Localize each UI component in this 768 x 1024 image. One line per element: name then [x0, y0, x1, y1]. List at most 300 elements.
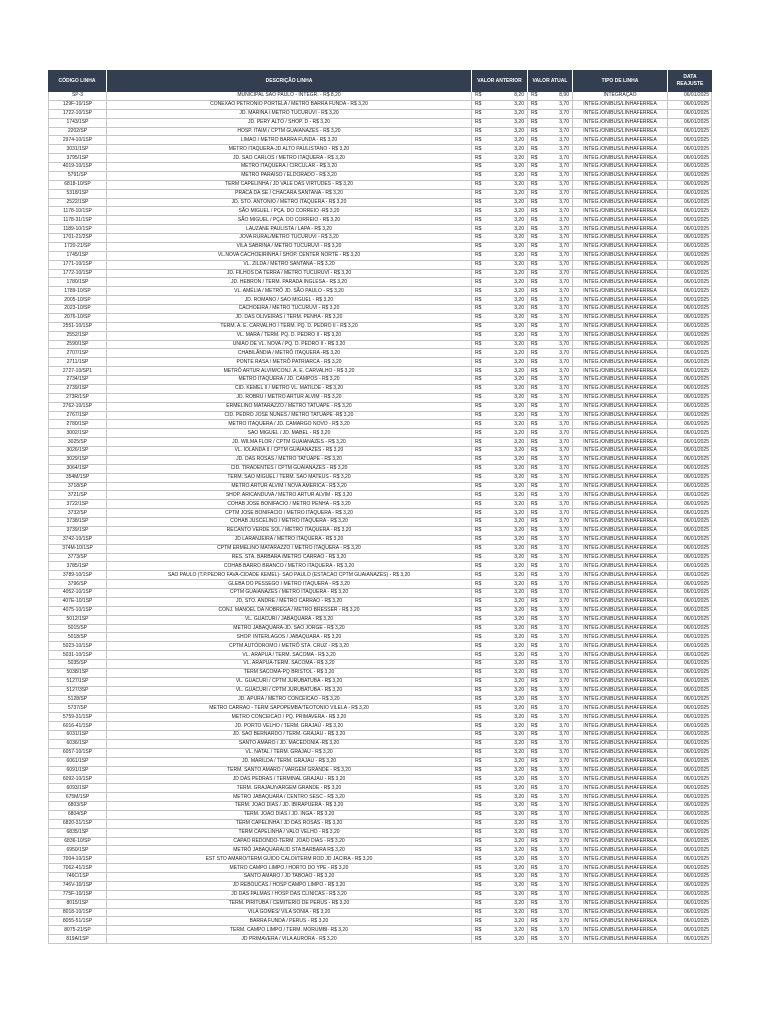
currency-symbol: R$ — [531, 429, 538, 436]
current-fare — [528, 119, 573, 128]
currency-symbol: R$ — [475, 332, 482, 339]
current-fare — [528, 474, 573, 483]
adjustment-date: 06/01/2025 — [668, 607, 712, 616]
currency-symbol: R$ — [531, 633, 538, 640]
line-description: RES. STA. BÁRBARA /METRÔ CARRÃO - R$ 3,20 — [107, 554, 472, 563]
current-fare-value: 3,70 — [559, 278, 569, 285]
previous-fare-value: 3,20 — [514, 305, 524, 312]
currency-symbol: R$ — [531, 482, 538, 489]
currency-symbol: R$ — [531, 403, 538, 410]
line-type: INTEG./ONIBUS/LINHAFERREA — [573, 838, 668, 847]
line-type: INTEG./ONIBUS/LINHAFERREA — [573, 225, 668, 234]
previous-fare — [472, 917, 528, 926]
line-description: PRACA DA SE / CHACARA SANTANA - R$ 3,20 — [107, 190, 472, 199]
currency-symbol: R$ — [531, 198, 538, 205]
line-type: INTEG./ONIBUS/LINHAFERREA — [573, 323, 668, 332]
previous-fare-value: 3,20 — [514, 891, 524, 898]
table-row — [48, 199, 712, 208]
current-fare-value: 3,70 — [559, 545, 569, 552]
table-row — [48, 128, 712, 137]
line-code: 6036/1SP — [48, 740, 107, 749]
currency-symbol: R$ — [531, 181, 538, 188]
adjustment-date: 06/01/2025 — [668, 740, 712, 749]
header-date-line1: DATA — [683, 74, 697, 81]
currency-symbol: R$ — [531, 837, 538, 844]
line-description: METRO CAMPO LIMPO / HORTO DO YPE - R$ 3,20 — [107, 864, 472, 873]
currency-symbol: R$ — [531, 704, 538, 711]
table-row — [48, 172, 712, 181]
currency-symbol: R$ — [531, 607, 538, 614]
adjustment-date: 06/01/2025 — [668, 181, 712, 190]
current-fare — [528, 571, 573, 580]
previous-fare-value: 3,20 — [514, 340, 524, 347]
previous-fare-value: 3,20 — [514, 713, 524, 720]
line-description: VILA SABRINA / METRÔ TUCURUVI - R$ 3,20 — [107, 243, 472, 252]
adjustment-date: 06/01/2025 — [668, 154, 712, 163]
line-description: VL.NOVA CACHOEIRINHA / SHOP. CENTER NORTE - R$ 3,20 — [107, 252, 472, 261]
current-fare — [528, 181, 573, 190]
currency-symbol: R$ — [475, 491, 482, 498]
currency-symbol: R$ — [531, 127, 538, 134]
previous-fare-value: 3,20 — [514, 740, 524, 747]
adjustment-date: 06/01/2025 — [668, 855, 712, 864]
line-code: 5031-10/1SP — [48, 651, 107, 660]
adjustment-date: 06/01/2025 — [668, 341, 712, 350]
previous-fare-value: 3,20 — [514, 252, 524, 259]
currency-symbol: R$ — [475, 518, 482, 525]
previous-fare-value: 3,20 — [514, 269, 524, 276]
currency-symbol: R$ — [475, 438, 482, 445]
line-type: INTEG./ONIBUS/LINHAFERREA — [573, 873, 668, 882]
line-description: TERM SACOMA-PQ BRISTOL - R$ 3,20 — [107, 669, 472, 678]
previous-fare — [472, 216, 528, 225]
current-fare-value: 3,70 — [559, 287, 569, 294]
currency-symbol: R$ — [531, 553, 538, 560]
previous-fare-value: 3,20 — [514, 633, 524, 640]
currency-symbol: R$ — [531, 891, 538, 898]
previous-fare — [472, 154, 528, 163]
header-date-line2: REAJUSTE — [676, 81, 704, 87]
previous-fare-value: 3,20 — [514, 403, 524, 410]
adjustment-date: 06/01/2025 — [668, 447, 712, 456]
currency-symbol: R$ — [475, 243, 482, 250]
current-fare — [528, 358, 573, 367]
previous-fare — [472, 136, 528, 145]
current-fare — [528, 394, 573, 403]
currency-symbol: R$ — [531, 802, 538, 809]
previous-fare-value: 3,20 — [514, 163, 524, 170]
current-fare-value: 3,70 — [559, 447, 569, 454]
previous-fare — [472, 403, 528, 412]
currency-symbol: R$ — [475, 766, 482, 773]
line-code: 3031/1SP — [48, 145, 107, 154]
line-type: INTEG./ONIBUS/LINHAFERREA — [573, 278, 668, 287]
current-fare-value: 3,70 — [559, 695, 569, 702]
line-code: 6803/SP — [48, 802, 107, 811]
previous-fare-value: 3,20 — [514, 438, 524, 445]
line-code: 1789-10/SP — [48, 287, 107, 296]
adjustment-date: 06/01/2025 — [668, 811, 712, 820]
current-fare-value: 3,70 — [559, 882, 569, 889]
line-description: VL. GUACURI / JABAQUARA - R$ 3,20 — [107, 616, 472, 625]
currency-symbol: R$ — [475, 411, 482, 418]
currency-symbol: R$ — [475, 119, 482, 126]
currency-symbol: R$ — [531, 394, 538, 401]
current-fare-value: 3,70 — [559, 145, 569, 152]
previous-fare — [472, 846, 528, 855]
table-row — [48, 935, 712, 944]
previous-fare-value: 3,20 — [514, 154, 524, 161]
current-fare — [528, 935, 573, 944]
line-code: 1771-10/1SP — [48, 261, 107, 270]
previous-fare-value: 3,20 — [514, 261, 524, 268]
line-type: INTEG./ONIBUS/LINHAFERREA — [573, 882, 668, 891]
previous-fare — [472, 882, 528, 891]
currency-symbol: R$ — [531, 438, 538, 445]
previous-fare — [472, 225, 528, 234]
current-fare — [528, 838, 573, 847]
currency-symbol: R$ — [475, 536, 482, 543]
line-code: 5127/1SP — [48, 678, 107, 687]
currency-symbol: R$ — [531, 917, 538, 924]
header-previous-fare: VALOR ANTERIOR — [472, 70, 528, 92]
current-fare — [528, 420, 573, 429]
current-fare — [528, 536, 573, 545]
previous-fare-value: 3,20 — [514, 110, 524, 117]
previous-fare-value: 3,20 — [514, 367, 524, 374]
previous-fare — [472, 536, 528, 545]
line-type: INTEG./ONIBUS/LINHAFERREA — [573, 358, 668, 367]
currency-symbol: R$ — [475, 305, 482, 312]
adjustment-date: 06/01/2025 — [668, 678, 712, 687]
line-code: 3029/1SP — [48, 456, 107, 465]
currency-symbol: R$ — [531, 571, 538, 578]
previous-fare-value: 3,20 — [514, 411, 524, 418]
line-code: 3002/1SP — [48, 429, 107, 438]
previous-fare-value: 3,20 — [514, 722, 524, 729]
table-row — [48, 633, 712, 642]
current-fare-value: 3,70 — [559, 704, 569, 711]
adjustment-date: 06/01/2025 — [668, 216, 712, 225]
currency-symbol: R$ — [475, 775, 482, 782]
currency-symbol: R$ — [475, 509, 482, 516]
table-row — [48, 917, 712, 926]
adjustment-date: 06/01/2025 — [668, 110, 712, 119]
line-type: INTEG./ONIBUS/LINHAFERREA — [573, 190, 668, 199]
table-row — [48, 500, 712, 509]
current-fare-value: 3,70 — [559, 136, 569, 143]
current-fare-value: 3,70 — [559, 456, 569, 463]
previous-fare — [472, 92, 528, 101]
current-fare — [528, 589, 573, 598]
line-description: JD. APURA / METRO CONCEICAO - R$ 3,20 — [107, 696, 472, 705]
adjustment-date: 06/01/2025 — [668, 625, 712, 634]
currency-symbol: R$ — [531, 660, 538, 667]
currency-symbol: R$ — [475, 749, 482, 756]
line-description: TERM CAPELINHA / VALO VELHO - R$ 3,20 — [107, 829, 472, 838]
currency-symbol: R$ — [531, 624, 538, 631]
table-row — [48, 767, 712, 776]
previous-fare-value: 3,20 — [514, 749, 524, 756]
line-code: 1745/1SP — [48, 252, 107, 261]
table-row — [48, 465, 712, 474]
currency-symbol: R$ — [475, 527, 482, 534]
table-row — [48, 731, 712, 740]
currency-symbol: R$ — [475, 935, 482, 942]
current-fare-value: 3,70 — [559, 323, 569, 330]
current-fare — [528, 438, 573, 447]
previous-fare-value: 3,20 — [514, 855, 524, 862]
currency-symbol: R$ — [475, 891, 482, 898]
currency-symbol: R$ — [475, 101, 482, 108]
current-fare-value: 3,70 — [559, 225, 569, 232]
current-fare-value: 3,70 — [559, 500, 569, 507]
adjustment-date: 06/01/2025 — [668, 163, 712, 172]
line-type: INTEG./ONIBUS/LINHAFERREA — [573, 181, 668, 190]
current-fare — [528, 234, 573, 243]
current-fare-value: 3,70 — [559, 411, 569, 418]
line-type: INTEG./ONIBUS/LINHAFERREA — [573, 554, 668, 563]
table-row — [48, 545, 712, 554]
line-type: INTEG./ONIBUS/LINHAFERREA — [573, 722, 668, 731]
line-code: 4075-10/1SP — [48, 607, 107, 616]
line-description: CHABILÂNDIA / METRÔ ITAQUERA -R$ 3,20 — [107, 349, 472, 358]
line-type: INTEG./ONIBUS/LINHAFERREA — [573, 651, 668, 660]
current-fare — [528, 855, 573, 864]
line-type: INTEG./ONIBUS/LINHAFERREA — [573, 119, 668, 128]
currency-symbol: R$ — [475, 269, 482, 276]
currency-symbol: R$ — [475, 607, 482, 614]
currency-symbol: R$ — [475, 731, 482, 738]
previous-fare-value: 3,20 — [514, 394, 524, 401]
line-description: CONEXAO PETRONIO PORTELA / METRO BARRA FUNDA - R$ 3,20 — [107, 101, 472, 110]
adjustment-date: 06/01/2025 — [668, 491, 712, 500]
line-code: 5127/3SP — [48, 687, 107, 696]
current-fare — [528, 616, 573, 625]
previous-fare — [472, 119, 528, 128]
current-fare-value: 3,70 — [559, 429, 569, 436]
previous-fare-value: 3,20 — [514, 456, 524, 463]
table-row — [48, 793, 712, 802]
current-fare-value: 3,70 — [559, 829, 569, 836]
current-fare-value: 3,70 — [559, 891, 569, 898]
line-type: INTEG./ONIBUS/LINHAFERREA — [573, 829, 668, 838]
line-code: 6836-10/SP — [48, 838, 107, 847]
line-code: 1780/1SP — [48, 278, 107, 287]
current-fare-value: 3,70 — [559, 820, 569, 827]
adjustment-date: 06/01/2025 — [668, 633, 712, 642]
table-row — [48, 190, 712, 199]
current-fare — [528, 891, 573, 900]
current-fare — [528, 669, 573, 678]
line-description: JD. SAO CARLOS / METRO ITAQUERA - R$ 3,20 — [107, 154, 472, 163]
table-row — [48, 527, 712, 536]
line-description: ERMELINO MATARAZZO / METRO TATUAPE - R$ 3,20 — [107, 403, 472, 412]
line-code: 6091/1SP — [48, 767, 107, 776]
currency-symbol: R$ — [531, 349, 538, 356]
previous-fare — [472, 909, 528, 918]
currency-symbol: R$ — [475, 234, 482, 241]
previous-fare-value: 3,20 — [514, 917, 524, 924]
header-description: DESCRIÇÃO LINHA — [107, 70, 472, 92]
line-description: SANTO AMARO / JD TABOAO - R$ 3,20 — [107, 873, 472, 882]
previous-fare — [472, 341, 528, 350]
current-fare — [528, 917, 573, 926]
adjustment-date: 06/01/2025 — [668, 580, 712, 589]
current-fare-value: 3,70 — [559, 669, 569, 676]
line-type: INTEG./ONIBUS/LINHAFERREA — [573, 367, 668, 376]
current-fare — [528, 873, 573, 882]
currency-symbol: R$ — [531, 252, 538, 259]
table-row — [48, 92, 712, 101]
line-type: INTEG./ONIBUS/LINHAFERREA — [573, 509, 668, 518]
line-type: INTEG./ONIBUS/LINHAFERREA — [573, 909, 668, 918]
previous-fare — [472, 696, 528, 705]
line-type: INTEG./ONIBUS/LINHAFERREA — [573, 385, 668, 394]
current-fare-value: 3,70 — [559, 837, 569, 844]
line-code: 8055-51/1SP — [48, 917, 107, 926]
current-fare-value: 3,70 — [559, 420, 569, 427]
current-fare — [528, 864, 573, 873]
table-row — [48, 598, 712, 607]
currency-symbol: R$ — [475, 500, 482, 507]
currency-symbol: R$ — [531, 713, 538, 720]
line-description: JD DAS PEDRAS / TERMINAL GRAJAU - R$ 3,20 — [107, 775, 472, 784]
adjustment-date: 06/01/2025 — [668, 420, 712, 429]
previous-fare — [472, 145, 528, 154]
line-description: VL. ZILDA / METRO SANTANA - R$ 3,20 — [107, 261, 472, 270]
line-code: 3795/1SP — [48, 154, 107, 163]
currency-symbol: R$ — [531, 846, 538, 853]
previous-fare-value: 3,20 — [514, 598, 524, 605]
current-fare — [528, 846, 573, 855]
current-fare — [528, 367, 573, 376]
previous-fare-value: 3,20 — [514, 136, 524, 143]
currency-symbol: R$ — [531, 225, 538, 232]
table-row — [48, 367, 712, 376]
line-code: 6031/1SP — [48, 731, 107, 740]
line-code: 6016-41/1SP — [48, 722, 107, 731]
currency-symbol: R$ — [531, 536, 538, 543]
adjustment-date: 06/01/2025 — [668, 252, 712, 261]
line-type: INTEG./ONIBUS/LINHAFERREA — [573, 145, 668, 154]
previous-fare — [472, 207, 528, 216]
currency-symbol: R$ — [531, 261, 538, 268]
previous-fare-value: 3,20 — [514, 527, 524, 534]
table-row — [48, 669, 712, 678]
previous-fare-value: 3,20 — [514, 837, 524, 844]
current-fare-value: 3,70 — [559, 616, 569, 623]
current-fare — [528, 341, 573, 350]
current-fare — [528, 447, 573, 456]
table-row — [48, 420, 712, 429]
adjustment-date: 06/01/2025 — [668, 225, 712, 234]
currency-symbol: R$ — [531, 491, 538, 498]
line-code: 6818-10/SP — [48, 181, 107, 190]
adjustment-date: 06/01/2025 — [668, 722, 712, 731]
currency-symbol: R$ — [475, 376, 482, 383]
previous-fare — [472, 811, 528, 820]
line-code: 2974-10/1SP — [48, 136, 107, 145]
current-fare-value: 3,70 — [559, 438, 569, 445]
adjustment-date: 06/01/2025 — [668, 917, 712, 926]
current-fare — [528, 145, 573, 154]
line-type: INTEG./ONIBUS/LINHAFERREA — [573, 935, 668, 944]
line-code: 5018/SP — [48, 633, 107, 642]
line-code: 3785/1SP — [48, 562, 107, 571]
current-fare-value: 3,70 — [559, 536, 569, 543]
line-description: TERM. GRAJAU/VARGEM GRANDE - R$ 3,20 — [107, 784, 472, 793]
current-fare-value: 3,70 — [559, 234, 569, 241]
adjustment-date: 06/01/2025 — [668, 145, 712, 154]
line-type: INTEG./ONIBUS/LINHAFERREA — [573, 616, 668, 625]
current-fare-value: 3,70 — [559, 340, 569, 347]
currency-symbol: R$ — [531, 695, 538, 702]
currency-symbol: R$ — [531, 323, 538, 330]
line-description: COHAB BARRO BRANCO / METRO ITAQUERA - R$ 3,20 — [107, 562, 472, 571]
previous-fare — [472, 625, 528, 634]
table-row — [48, 651, 712, 660]
previous-fare-value: 3,20 — [514, 802, 524, 809]
line-code: 3732/SP — [48, 509, 107, 518]
previous-fare — [472, 838, 528, 847]
line-type: INTEG./ONIBUS/LINHAFERREA — [573, 500, 668, 509]
previous-fare-value: 3,20 — [514, 385, 524, 392]
line-description: UNIAO DE VL. NOVA / PQ. D. PEDRO II - R$ 3,20 — [107, 341, 472, 350]
line-type: INTEG./ONIBUS/LINHAFERREA — [573, 270, 668, 279]
current-fare — [528, 607, 573, 616]
current-fare-value: 3,70 — [559, 740, 569, 747]
current-fare — [528, 101, 573, 110]
line-description: SAO MIGUEL / JD. MABEL - R$ 3,20 — [107, 429, 472, 438]
table-row — [48, 820, 712, 829]
line-type: INTEG./ONIBUS/LINHAFERREA — [573, 465, 668, 474]
adjustment-date: 06/01/2025 — [668, 642, 712, 651]
adjustment-date: 06/01/2025 — [668, 687, 712, 696]
currency-symbol: R$ — [475, 820, 482, 827]
current-fare-value: 3,70 — [559, 314, 569, 321]
previous-fare — [472, 483, 528, 492]
currency-symbol: R$ — [531, 500, 538, 507]
line-type: INTEG./ONIBUS/LINHAFERREA — [573, 527, 668, 536]
previous-fare-value: 3,20 — [514, 287, 524, 294]
previous-fare — [472, 474, 528, 483]
previous-fare-value: 3,20 — [514, 420, 524, 427]
current-fare-value: 3,70 — [559, 784, 569, 791]
current-fare-value: 3,70 — [559, 181, 569, 188]
previous-fare — [472, 545, 528, 554]
current-fare — [528, 882, 573, 891]
current-fare-value: 3,70 — [559, 864, 569, 871]
current-fare — [528, 598, 573, 607]
line-type: INTEG./ONIBUS/LINHAFERREA — [573, 252, 668, 261]
currency-symbol: R$ — [531, 145, 538, 152]
previous-fare — [472, 367, 528, 376]
currency-symbol: R$ — [475, 314, 482, 321]
previous-fare-value: 3,20 — [514, 562, 524, 569]
line-description: CACHOEIRA / METRÔ TUCURUVI - R$ 3,20 — [107, 305, 472, 314]
line-code: 1743/1SP — [48, 119, 107, 128]
line-code: 407E-10/1SP — [48, 598, 107, 607]
currency-symbol: R$ — [475, 598, 482, 605]
previous-fare — [472, 163, 528, 172]
previous-fare-value: 3,20 — [514, 571, 524, 578]
adjustment-date: 06/01/2025 — [668, 562, 712, 571]
currency-symbol: R$ — [475, 545, 482, 552]
current-fare — [528, 349, 573, 358]
line-code: 3742-10/1SP — [48, 536, 107, 545]
line-code: 3773/SP — [48, 554, 107, 563]
